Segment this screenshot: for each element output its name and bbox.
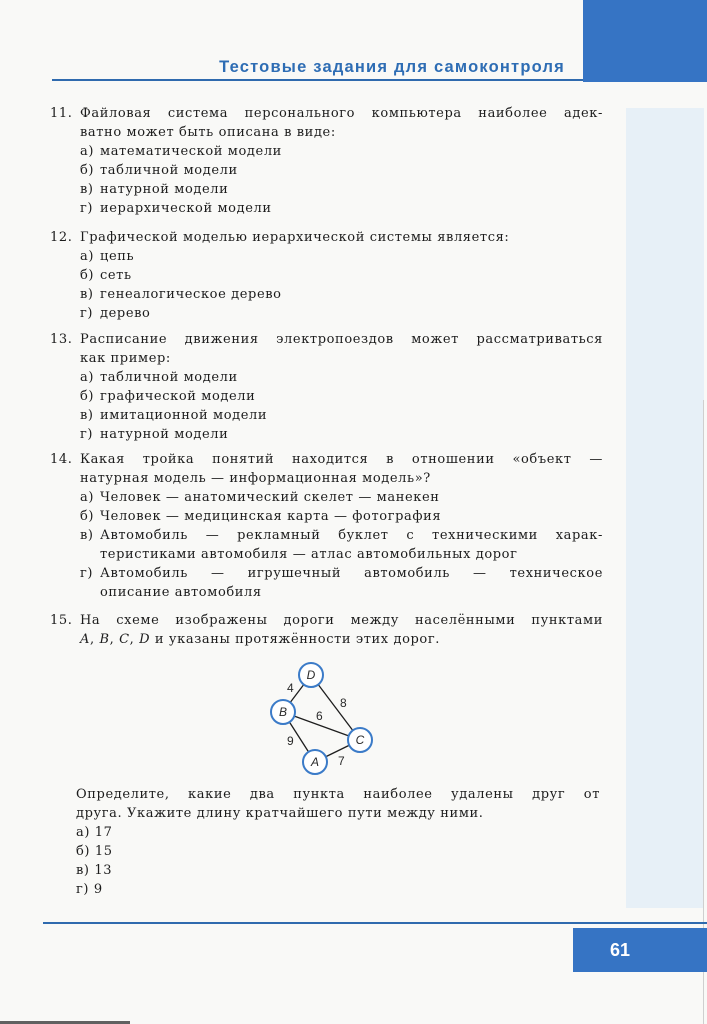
option-label: г)	[76, 882, 90, 897]
option-text: математической модели	[100, 144, 282, 159]
answer-option	[80, 266, 603, 285]
answer-option	[76, 823, 600, 842]
option-label: г)	[80, 201, 94, 216]
option-text: 15	[94, 844, 113, 859]
option-text: 13	[94, 863, 113, 878]
option-text: Человек — анатомический скелет — манекен	[100, 490, 440, 505]
answer-option	[80, 304, 603, 323]
question-text-line: Расписание движения электропоездов может рассматриваться	[80, 332, 603, 347]
answer-option	[80, 247, 603, 266]
option-label: б)	[80, 268, 95, 283]
node-label-A: A	[310, 755, 320, 769]
option-label: в)	[80, 287, 94, 302]
road-length-B-C: 6	[316, 709, 323, 723]
option-text: иерархической модели	[100, 201, 272, 216]
option-label: в)	[80, 408, 94, 423]
answer-option	[80, 161, 603, 180]
answer-option	[80, 526, 603, 545]
answer-option	[76, 880, 600, 899]
point-name: A	[80, 632, 90, 647]
option-text: дерево	[100, 306, 151, 321]
option-text: натурной модели	[100, 427, 229, 442]
road-length-D-C: 8	[340, 696, 347, 710]
answer-option	[80, 199, 603, 218]
separator: ,	[129, 632, 140, 647]
point-name: B	[99, 632, 110, 647]
option-text: сеть	[100, 268, 132, 283]
point-name: D	[139, 632, 151, 647]
question-13	[50, 330, 603, 444]
node-label-C: C	[355, 733, 365, 747]
option-label: в)	[80, 182, 94, 197]
option-text: Человек — медицинская карта — фотография	[100, 509, 442, 524]
option-label: б)	[80, 389, 95, 404]
question-text-line: как пример:	[80, 351, 171, 366]
question-text-line: друга. Укажите длину кратчайшего пути между ними.	[76, 806, 484, 821]
answer-option	[80, 488, 603, 507]
answer-option	[80, 387, 603, 406]
page-number-block	[573, 928, 707, 972]
question-text-line	[80, 630, 603, 649]
question-number: 11.	[50, 106, 73, 121]
title-underline	[52, 79, 583, 81]
answer-option-continuation: описание автомобиля	[100, 585, 262, 600]
option-text: 17	[94, 825, 113, 840]
option-text: имитационной модели	[100, 408, 268, 423]
option-text: табличной модели	[100, 163, 238, 178]
road-length-A-C: 7	[338, 754, 345, 768]
option-label: в)	[80, 528, 94, 543]
option-label: г)	[80, 566, 94, 581]
road-length-B-A: 9	[287, 734, 294, 748]
option-text: генеалогическое дерево	[100, 287, 282, 302]
question-text-line: ватно может быть описана в виде:	[80, 125, 336, 140]
road-diagram	[255, 655, 395, 780]
option-label: в)	[76, 863, 90, 878]
question-12	[50, 228, 603, 323]
option-text: натурной модели	[100, 182, 229, 197]
question-number: 15.	[50, 613, 73, 628]
option-label: а)	[80, 249, 95, 264]
question-text-line: Графической моделью иерархической системы является:	[80, 230, 510, 245]
question-text-line: Файловая система персонального компьютера наиболее адек-	[80, 106, 603, 121]
option-text: 9	[93, 882, 103, 897]
node-label-B: B	[278, 705, 288, 719]
answer-option	[80, 180, 603, 199]
option-label: г)	[80, 427, 94, 442]
header-color-block	[583, 0, 707, 82]
option-text: табличной модели	[100, 370, 238, 385]
footer-rule	[43, 922, 707, 924]
answer-option-continuation: теристиками автомобиля — атлас автомобильных дорог	[100, 547, 518, 562]
point-name: C	[119, 632, 130, 647]
question-11	[50, 104, 603, 218]
question-15-followup	[76, 785, 600, 899]
option-text: Автомобиль — рекламный буклет с техническими харак-	[100, 528, 603, 543]
answer-option	[80, 285, 603, 304]
option-text: цепь	[100, 249, 135, 264]
option-label: а)	[80, 144, 95, 159]
question-number: 12.	[50, 230, 73, 245]
question-text-line: Какая тройка понятий находится в отношении «объект —	[80, 452, 603, 467]
separator: ,	[90, 632, 100, 647]
question-text-line: На схеме изображены дороги между населёнными пунктами	[80, 613, 603, 628]
option-label: а)	[80, 490, 95, 505]
option-text: графической модели	[100, 389, 256, 404]
question-text-line: натурная модель — информационная модель»?	[80, 471, 431, 486]
option-label: б)	[80, 163, 95, 178]
node-label-D: D	[306, 668, 316, 682]
option-text: Автомобиль — игрушечный автомобиль — техническое	[100, 566, 603, 581]
page-number: 61	[610, 940, 631, 960]
answer-option	[80, 564, 603, 583]
section-title: Тестовые задания для самоконтроля	[219, 58, 565, 76]
question-text-line: Определите, какие два пункта наиболее удалены друг от	[76, 787, 600, 802]
answer-option	[80, 507, 603, 526]
question-number: 14.	[50, 452, 73, 467]
question-15	[50, 611, 603, 649]
option-label: б)	[76, 844, 91, 859]
separator: ,	[109, 632, 120, 647]
question-text-rest: и указаны протяжённости этих дорог.	[150, 632, 440, 647]
answer-option	[80, 406, 603, 425]
answer-option	[80, 142, 603, 161]
answer-option	[80, 368, 603, 387]
option-label: а)	[80, 370, 95, 385]
option-label: г)	[80, 306, 94, 321]
question-number: 13.	[50, 332, 73, 347]
answer-option	[80, 425, 603, 444]
margin-tint-strip	[626, 108, 704, 908]
option-label: а)	[76, 825, 91, 840]
answer-option	[76, 842, 600, 861]
option-label: б)	[80, 509, 95, 524]
road-length-D-B: 4	[287, 681, 294, 695]
question-14	[50, 450, 603, 602]
answer-option	[76, 861, 600, 880]
